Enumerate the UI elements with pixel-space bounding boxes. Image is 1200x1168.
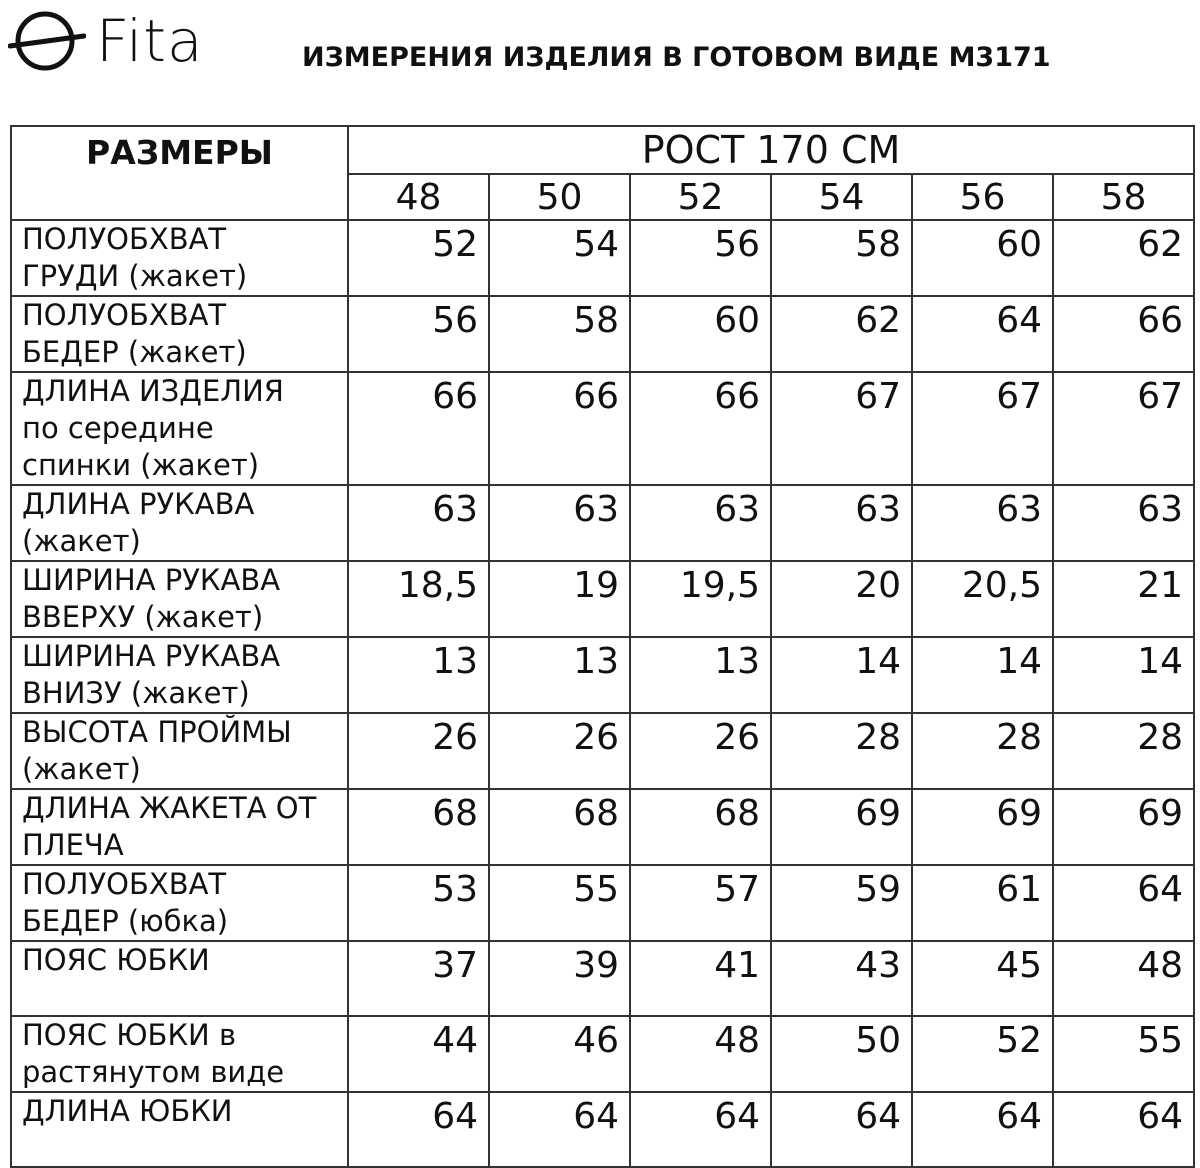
table-cell: 68 (348, 789, 489, 865)
table-cell: 58 (771, 220, 912, 296)
table-cell: 61 (912, 865, 1053, 941)
table-cell: 64 (630, 1092, 771, 1167)
table-cell: 46 (489, 1016, 630, 1092)
table-row (11, 637, 1194, 713)
table-cell: 63 (348, 485, 489, 561)
table-cell: 26 (630, 713, 771, 789)
table-cell: 62 (1053, 220, 1194, 296)
table-cell: 60 (630, 296, 771, 372)
table-cell: 59 (771, 865, 912, 941)
table-cell: 56 (630, 220, 771, 296)
table-cell: 14 (912, 637, 1053, 713)
table-cell: 68 (489, 789, 630, 865)
table-cell: 64 (912, 1092, 1053, 1167)
row-label: ДЛИНА ЖАКЕТА ОТ ПЛЕЧА (11, 789, 348, 865)
table-row (11, 372, 1194, 485)
size-header-cell: 54 (771, 174, 912, 220)
table-cell: 64 (771, 1092, 912, 1167)
table-cell: 60 (912, 220, 1053, 296)
table-cell: 67 (1053, 372, 1194, 485)
table-cell: 41 (630, 941, 771, 1016)
table-cell: 54 (489, 220, 630, 296)
table-cell: 63 (912, 485, 1053, 561)
table-cell: 56 (348, 296, 489, 372)
table-cell: 63 (771, 485, 912, 561)
table-cell: 69 (771, 789, 912, 865)
table-cell: 64 (1053, 865, 1194, 941)
row-label: ДЛИНА ЮБКИ (11, 1092, 348, 1167)
size-header-cell: 48 (348, 174, 489, 220)
table-cell: 44 (348, 1016, 489, 1092)
fita-circle-logo-icon (8, 8, 86, 74)
table-cell: 26 (348, 713, 489, 789)
size-header-cell: 56 (912, 174, 1053, 220)
table-cell: 28 (771, 713, 912, 789)
table-cell: 52 (348, 220, 489, 296)
table-cell: 13 (348, 637, 489, 713)
table-cell: 63 (630, 485, 771, 561)
row-label: ДЛИНА ИЗДЕЛИЯ по середине спинки (жакет) (11, 372, 348, 485)
table-cell: 14 (1053, 637, 1194, 713)
table-cell: 18,5 (348, 561, 489, 637)
table-row (11, 485, 1194, 561)
table-cell: 28 (912, 713, 1053, 789)
table-row (11, 941, 1194, 1016)
table-cell: 52 (912, 1016, 1053, 1092)
row-label: ПОЛУОБХВАТ ГРУДИ (жакет) (11, 220, 348, 296)
table-row (11, 789, 1194, 865)
row-label: ПОЛУОБХВАТ БЕДЕР (жакет) (11, 296, 348, 372)
table-cell: 20,5 (912, 561, 1053, 637)
table-cell: 55 (1053, 1016, 1194, 1092)
table-cell: 64 (912, 296, 1053, 372)
height-header: РОСТ 170 СМ (348, 126, 1194, 174)
row-label: ШИРИНА РУКАВА ВВЕРХУ (жакет) (11, 561, 348, 637)
table-cell: 48 (1053, 941, 1194, 1016)
table-cell: 13 (630, 637, 771, 713)
row-label: ПОЯС ЮБКИ (11, 941, 348, 1016)
table-cell: 66 (489, 372, 630, 485)
table-cell: 48 (630, 1016, 771, 1092)
table-cell: 28 (1053, 713, 1194, 789)
table-cell: 26 (489, 713, 630, 789)
table-cell: 20 (771, 561, 912, 637)
table-cell: 14 (771, 637, 912, 713)
size-header-cell: 58 (1053, 174, 1194, 220)
table-cell: 19 (489, 561, 630, 637)
row-label: ПОЯС ЮБКИ в растянутом виде (11, 1016, 348, 1092)
table-cell: 64 (489, 1092, 630, 1167)
size-header-cell: 52 (630, 174, 771, 220)
table-cell: 21 (1053, 561, 1194, 637)
table-cell: 57 (630, 865, 771, 941)
table-row (11, 561, 1194, 637)
table-cell: 45 (912, 941, 1053, 1016)
table-row (11, 1016, 1194, 1092)
table-cell: 66 (348, 372, 489, 485)
row-label: ШИРИНА РУКАВА ВНИЗУ (жакет) (11, 637, 348, 713)
table-cell: 58 (489, 296, 630, 372)
table-row (11, 713, 1194, 789)
table-cell: 63 (1053, 485, 1194, 561)
brand-logo (8, 6, 204, 76)
table-cell: 63 (489, 485, 630, 561)
table-cell: 39 (489, 941, 630, 1016)
table-cell: 69 (1053, 789, 1194, 865)
table-cell: 50 (771, 1016, 912, 1092)
table-cell: 67 (912, 372, 1053, 485)
table-cell: 53 (348, 865, 489, 941)
row-label: ПОЛУОБХВАТ БЕДЕР (юбка) (11, 865, 348, 941)
table-row (11, 296, 1194, 372)
table-cell: 62 (771, 296, 912, 372)
sizes-header: РАЗМЕРЫ (11, 126, 348, 220)
table-cell: 68 (630, 789, 771, 865)
table-cell: 64 (348, 1092, 489, 1167)
page-title: ИЗМЕРЕНИЯ ИЗДЕЛИЯ В ГОТОВОМ ВИДЕ М3171 (302, 42, 1051, 73)
table-row (11, 220, 1194, 296)
table-cell: 66 (1053, 296, 1194, 372)
table-cell: 13 (489, 637, 630, 713)
table-cell: 19,5 (630, 561, 771, 637)
table-cell: 69 (912, 789, 1053, 865)
row-label: ДЛИНА РУКАВА (жакет) (11, 485, 348, 561)
table-cell: 64 (1053, 1092, 1194, 1167)
table-cell: 43 (771, 941, 912, 1016)
size-header-cell: 50 (489, 174, 630, 220)
brand-name: Fita (96, 7, 204, 75)
table-cell: 66 (630, 372, 771, 485)
table-cell: 55 (489, 865, 630, 941)
row-label: ВЫСОТА ПРОЙМЫ (жакет) (11, 713, 348, 789)
table-row (11, 865, 1194, 941)
table-row (11, 1092, 1194, 1167)
size-chart-table (10, 125, 1195, 1168)
table-cell: 37 (348, 941, 489, 1016)
table-cell: 67 (771, 372, 912, 485)
